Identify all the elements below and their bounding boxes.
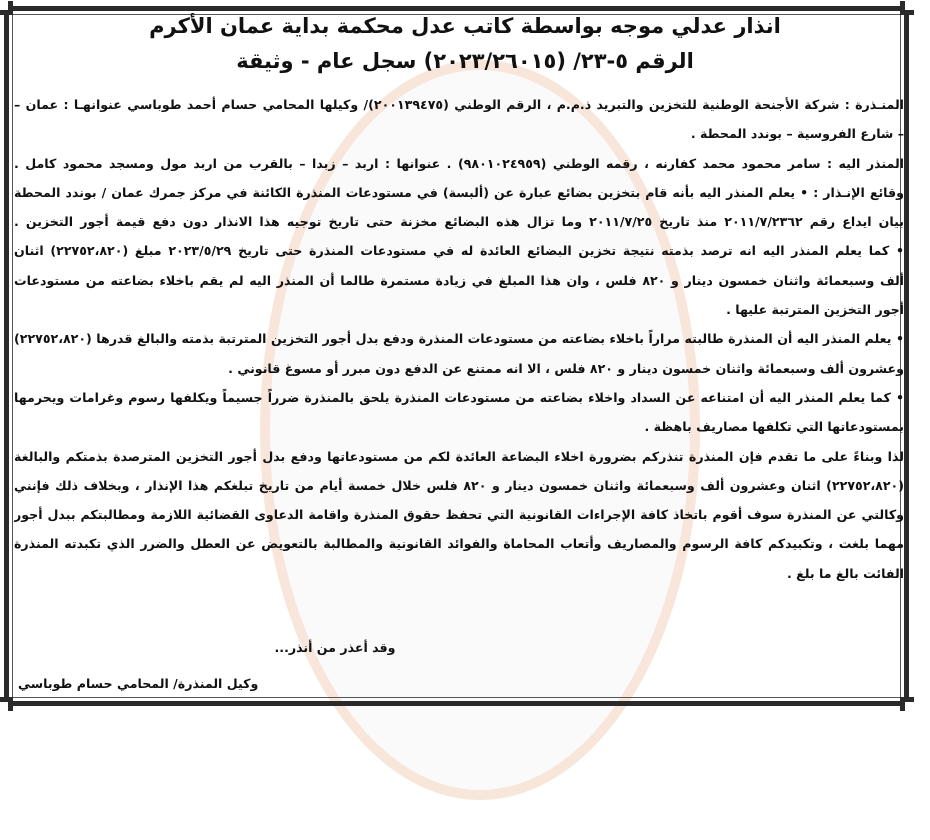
signature: وكيل المنذرة/ المحامي حسام طوباسي	[18, 676, 259, 691]
notified-party-line: المنذر اليه : سامر محمود محمد كفارنه ، رقمه الوطني (٩٨٠١٠٢٤٩٥٩) . عنوانها : اربد – زبدا – بالقرب من اربد مول ومسجد محمود كامل .	[14, 155, 904, 171]
facts-line: أجور التخزين المترتبة عليها .	[726, 302, 904, 318]
facts-line: بيان ايداع رقم ٢٠١١/٧/٢٣٦٢ منذ تاريخ ٢٠١١/٧/٢٥ وما تزال هذه البضائع مخزنة حتى تاريخ توجيه هذا الانذار دون دفع قيمة أجور التخزين .	[14, 214, 904, 230]
facts-line: بمستودعاتها التي تكلفها مصاريف باهظة .	[644, 419, 904, 435]
notice-title: انذار عدلي موجه بواسطة كاتب عدل محكمة بداية عمان الأكرم	[149, 14, 781, 38]
frame-corner	[900, 697, 914, 711]
notifier-address-line: – شارع الفروسية – بوندد المحطة .	[690, 126, 904, 142]
notice-reference: الرقم ٥-٢٣/ (٢٠٢٣/٢٦٠١٥) سجل عام - وثيقة	[236, 49, 694, 73]
notice-body	[14, 90, 904, 588]
facts-line: • كما يعلم المنذر اليه انه ترصد بذمته نتيجة تخزين البضائع العائدة له في مستودعات المنذرة حتى تاريخ ٢٠٢٣/٥/٢٩ مبلغ (٢٢٧٥٢،٨٢٠) اثنان	[14, 243, 904, 259]
demand-line: مهما بلغت ، وتكبيدكم كافة الرسوم والمصاريف وأتعاب المحاماة والفوائد القانونية والمطالبة بالتعويض عن العطل والضرر الذي تكبدته المنذرة	[14, 536, 904, 552]
demand-line: وكالتي عن المنذرة سوف أقوم باتخاذ كافة الإجراءات القانونية التي تحفظ حقوق المنذرة واقامة الدعاوى القضائية اللازمة ومطالبتكم ببدل أجور	[14, 507, 904, 523]
facts-line: • كما يعلم المنذر اليه أن امتناعه عن السداد واخلاء بضاعته من مستودعات المنذرة يلحق بالمنذرة ضرراً جسيماً ويكلفها رسوم وغرامات ويحرمها	[14, 389, 904, 405]
demand-line: لذا وبناءً على ما تقدم فإن المنذرة تنذركم بضرورة اخلاء البضاعة العائدة لكم من مستودعاتها ودفع بدل أجور التخزين المترصدة بذمتكم والبالغة	[14, 448, 904, 464]
facts-line: وقائع الإنـذار : • يعلم المنذر اليه بأنه قام بتخزين بضائع عبارة عن (ألبسة) في مستودعات المنذرة الكائنة في مركز جمرك عمان / بوندد المحطة	[14, 184, 904, 200]
facts-line: • يعلم المنذر اليه أن المنذرة طالبته مراراً باخلاء بضاعته من مستودعات المنذرة ودفع بدل أجور التخزين المترتبة بذمته والبالغ قدرها (٢٢٧٥٢،٨٢٠)	[14, 331, 904, 347]
facts-line: وعشرون ألف وسبعمائة واثنان خمسون دينار و ٨٢٠ فلس ، الا انه ممتنع عن الدفع دون مبرر أو مسوغ قانوني .	[228, 360, 904, 376]
closing-phrase: وقد أعذر من أنذر...	[274, 640, 396, 655]
frame-corner	[0, 1, 13, 15]
demand-line: (٢٢٧٥٢،٨٢٠) اثنان وعشرون ألف وسبعمائة واثنان خمسون دينار و ٨٢٠ فلس خلال خمسة أيام من تاريخ تبلغكم هذا الإنذار ، وبخلاف ذلك فإنني	[14, 477, 904, 493]
frame-corner	[900, 1, 914, 15]
frame-corner	[0, 697, 13, 711]
facts-line: ألف وسبعمائة واثنان خمسون دينار و ٨٢٠ فلس ، وان هذا المبلغ في زيادة مستمرة طالما أن المنذر اليه لم يقم باخلاء بضاعته من مستودعات	[14, 272, 904, 288]
demand-line: الفائت بالغ ما بلغ .	[786, 565, 904, 581]
notifier-line: المنـذرة : شركة الأجنحة الوطنية للتخزين والتبريد ذ.م.م ، الرقم الوطني (٢٠٠١٣٩٤٧٥)/ وكيلها المحامي حسام أحمد طوباسي عنوانهـا : عمان –	[14, 97, 904, 112]
